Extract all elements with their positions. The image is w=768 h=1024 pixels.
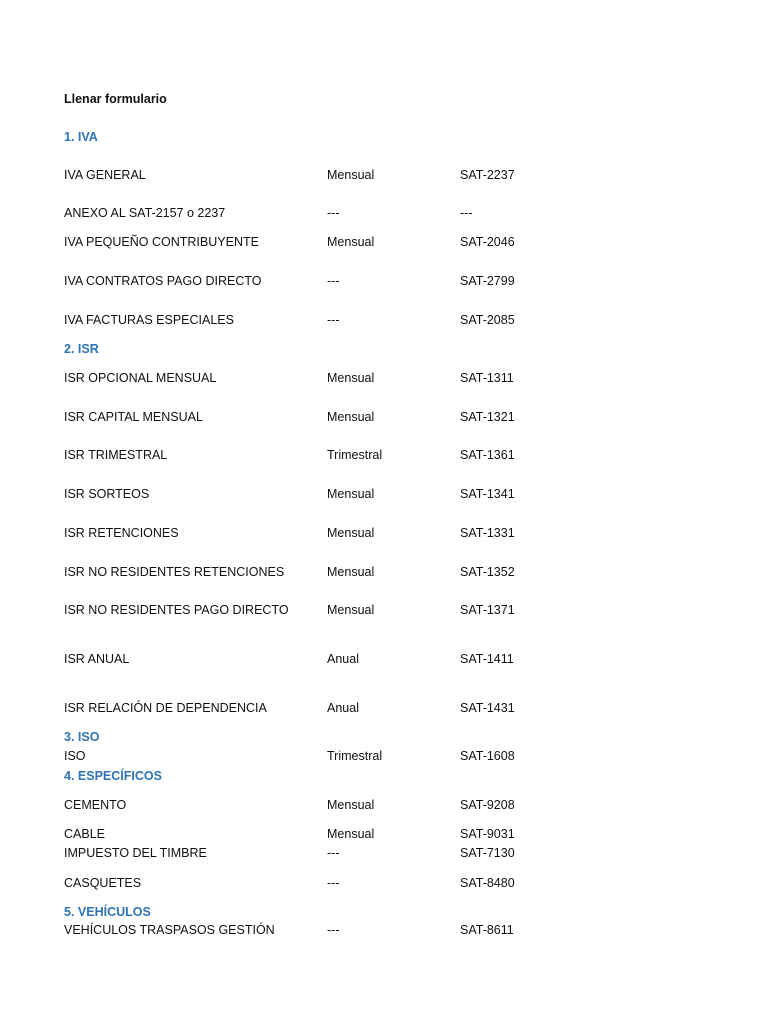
form-frequency: ---	[327, 846, 340, 860]
form-frequency: Mensual	[327, 235, 375, 249]
form-code: SAT-1411	[460, 652, 514, 666]
form-code: SAT-9031	[460, 827, 515, 841]
form-name: ISR ANUAL	[64, 652, 130, 666]
form-name: ISO	[64, 749, 86, 763]
form-name: ISR CAPITAL MENSUAL	[64, 410, 203, 424]
form-name: IMPUESTO DEL TIMBRE	[64, 846, 207, 860]
form-name: ISR RELACIÓN DE DEPENDENCIA	[64, 701, 267, 715]
form-frequency: ---	[327, 274, 340, 288]
form-frequency: Mensual	[327, 827, 375, 841]
form-frequency: Mensual	[327, 371, 375, 385]
form-name: VEHÍCULOS TRASPASOS GESTIÓN	[64, 923, 275, 937]
form-code: SAT-1352	[460, 565, 515, 579]
table-row	[0, 602, 768, 618]
table-row	[0, 370, 768, 386]
form-code: SAT-9208	[460, 798, 515, 812]
form-name: IVA GENERAL	[64, 168, 146, 182]
form-code: SAT-2237	[460, 168, 515, 182]
form-frequency: Mensual	[327, 410, 375, 424]
table-row	[0, 826, 768, 842]
form-name: ISR OPCIONAL MENSUAL	[64, 371, 217, 385]
table-row	[0, 234, 768, 250]
form-name: CABLE	[64, 827, 105, 841]
form-code: SAT-2046	[460, 235, 515, 249]
table-row	[0, 312, 768, 328]
form-name: IVA PEQUEÑO CONTRIBUYENTE	[64, 235, 259, 249]
form-name: ISR RETENCIONES	[64, 526, 179, 540]
table-row	[0, 845, 768, 861]
form-name: IVA CONTRATOS PAGO DIRECTO	[64, 274, 262, 288]
table-row	[0, 922, 768, 938]
form-code: SAT-1311	[460, 371, 514, 385]
form-name: ISR SORTEOS	[64, 487, 150, 501]
form-name: IVA FACTURAS ESPECIALES	[64, 313, 234, 327]
form-frequency: ---	[327, 206, 340, 220]
section-heading-vehiculos: 5. VEHÍCULOS	[64, 905, 151, 919]
section-heading-isr: 2. ISR	[64, 342, 99, 356]
table-row	[0, 486, 768, 502]
form-code: SAT-1341	[460, 487, 515, 501]
table-row	[0, 651, 768, 667]
table-row	[0, 525, 768, 541]
form-code: SAT-1371	[460, 603, 515, 617]
form-frequency: Mensual	[327, 487, 375, 501]
page-title: Llenar formulario	[64, 92, 167, 106]
form-name: ANEXO AL SAT-2157 o 2237	[64, 206, 226, 220]
section-heading-especificos: 4. ESPECÍFICOS	[64, 769, 162, 783]
table-row	[0, 447, 768, 463]
form-code: SAT-8480	[460, 876, 515, 890]
table-row	[0, 273, 768, 289]
form-frequency: Mensual	[327, 565, 375, 579]
form-frequency: Anual	[327, 652, 359, 666]
table-row	[0, 564, 768, 580]
form-code: SAT-1331	[460, 526, 515, 540]
section-heading-iso: 3. ISO	[64, 730, 100, 744]
form-code: SAT-1321	[460, 410, 515, 424]
form-code: SAT-1431	[460, 701, 515, 715]
table-row	[0, 700, 768, 716]
form-frequency: Anual	[327, 701, 359, 715]
form-frequency: Mensual	[327, 798, 375, 812]
form-frequency: ---	[327, 313, 340, 327]
section-heading-iva: 1. IVA	[64, 130, 98, 144]
form-code: SAT-7130	[460, 846, 515, 860]
table-row	[0, 205, 768, 221]
form-frequency: Mensual	[327, 526, 375, 540]
table-row	[0, 797, 768, 813]
form-name: CEMENTO	[64, 798, 127, 812]
form-name: ISR NO RESIDENTES PAGO DIRECTO	[64, 603, 289, 617]
form-frequency: ---	[327, 876, 340, 890]
form-frequency: ---	[327, 923, 340, 937]
form-name: ISR TRIMESTRAL	[64, 448, 168, 462]
table-row	[0, 748, 768, 764]
form-code: SAT-8611	[460, 923, 514, 937]
form-frequency: Trimestral	[327, 749, 383, 763]
table-row	[0, 167, 768, 183]
table-row	[0, 875, 768, 891]
form-frequency: Trimestral	[327, 448, 383, 462]
form-code: SAT-1608	[460, 749, 515, 763]
form-name: CASQUETES	[64, 876, 142, 890]
form-code: ---	[460, 206, 473, 220]
form-code: SAT-2799	[460, 274, 515, 288]
form-code: SAT-2085	[460, 313, 515, 327]
form-name: ISR NO RESIDENTES RETENCIONES	[64, 565, 285, 579]
table-row	[0, 409, 768, 425]
form-code: SAT-1361	[460, 448, 515, 462]
form-frequency: Mensual	[327, 603, 375, 617]
form-frequency: Mensual	[327, 168, 375, 182]
